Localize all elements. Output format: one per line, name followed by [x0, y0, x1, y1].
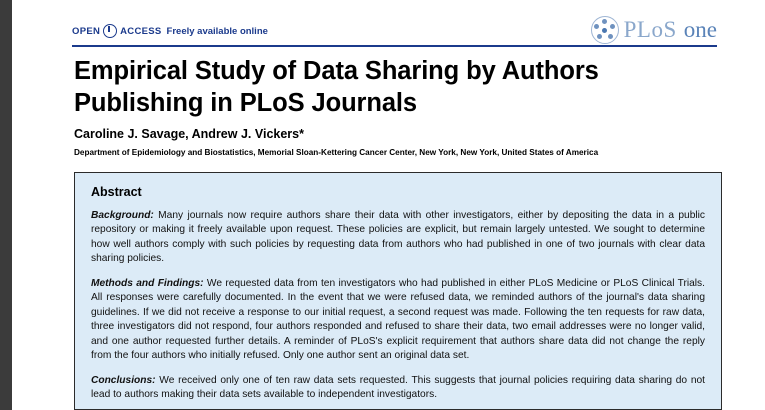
plos-one-circles-icon	[591, 16, 619, 44]
author-list: Caroline J. Savage, Andrew J. Vickers*	[74, 127, 304, 141]
header-rule	[72, 45, 717, 47]
abstract-text-conclusions: We received only one of ten raw data sets requested. This suggests that journal policies requiring data sharing do not lead to authors making their data sets available to independent investigators.	[91, 374, 705, 401]
abstract-label-methods: Methods and Findings:	[91, 277, 204, 289]
abstract-heading: Abstract	[91, 185, 142, 199]
affiliation: Department of Epidemiology and Biostatistics, Memorial Sloan-Kettering Cancer Center, New York, New York, United States of America	[74, 148, 599, 157]
abstract-label-background: Background:	[91, 210, 154, 221]
abstract-paragraph-conclusions	[91, 374, 705, 403]
open-access-open-label: OPEN	[72, 25, 101, 37]
plos-one-logo[interactable]	[591, 16, 717, 44]
abstract-panel	[74, 172, 722, 410]
logo-one-text: one	[683, 17, 717, 42]
logo-plos-text: PLoS	[623, 17, 677, 42]
abstract-text-methods: We requested data from ten investigators who had published in either PLoS Medicine or PLoS Clinical Trials. All responses were carefully documented. In the event that we were refused data, we reminded authors of the journal's data sharing guidelines. If we did not receive a response to our initial request, a second request was made. Following the ten requests for raw data, three investigators did not respond, four authors responded and refused to share their data, two email addresses were no longer valid, and one author requested further details. A reminder of PLoS's explicit requirement that authors share data did not change the reply from the four authors who initially refused. Only one author sent an original data set.	[91, 277, 705, 362]
abstract-text-background: Many journals now require authors share their data with other investigators, either by depositing the data in a public repository or making it freely available upon request. These policies are explicit, but remain largely untested. We sought to determine how well authors comply with such policies by requesting data from authors who had published in one of two journals with clear data sharing policies.	[91, 210, 705, 265]
freely-available-label: Freely available online	[166, 25, 268, 37]
article-page	[12, 0, 765, 410]
journal-header	[12, 10, 765, 46]
page-title: Empirical Study of Data Sharing by Authors Publishing in PLoS Journals	[74, 57, 599, 118]
open-access-icon	[103, 24, 117, 38]
open-access-banner	[72, 24, 268, 38]
abstract-label-conclusions: Conclusions:	[91, 374, 156, 386]
abstract-paragraph-background	[91, 209, 705, 267]
abstract-paragraph-methods	[91, 277, 705, 364]
open-access-access-label: ACCESS	[120, 25, 162, 37]
page-left-edge	[0, 0, 12, 410]
